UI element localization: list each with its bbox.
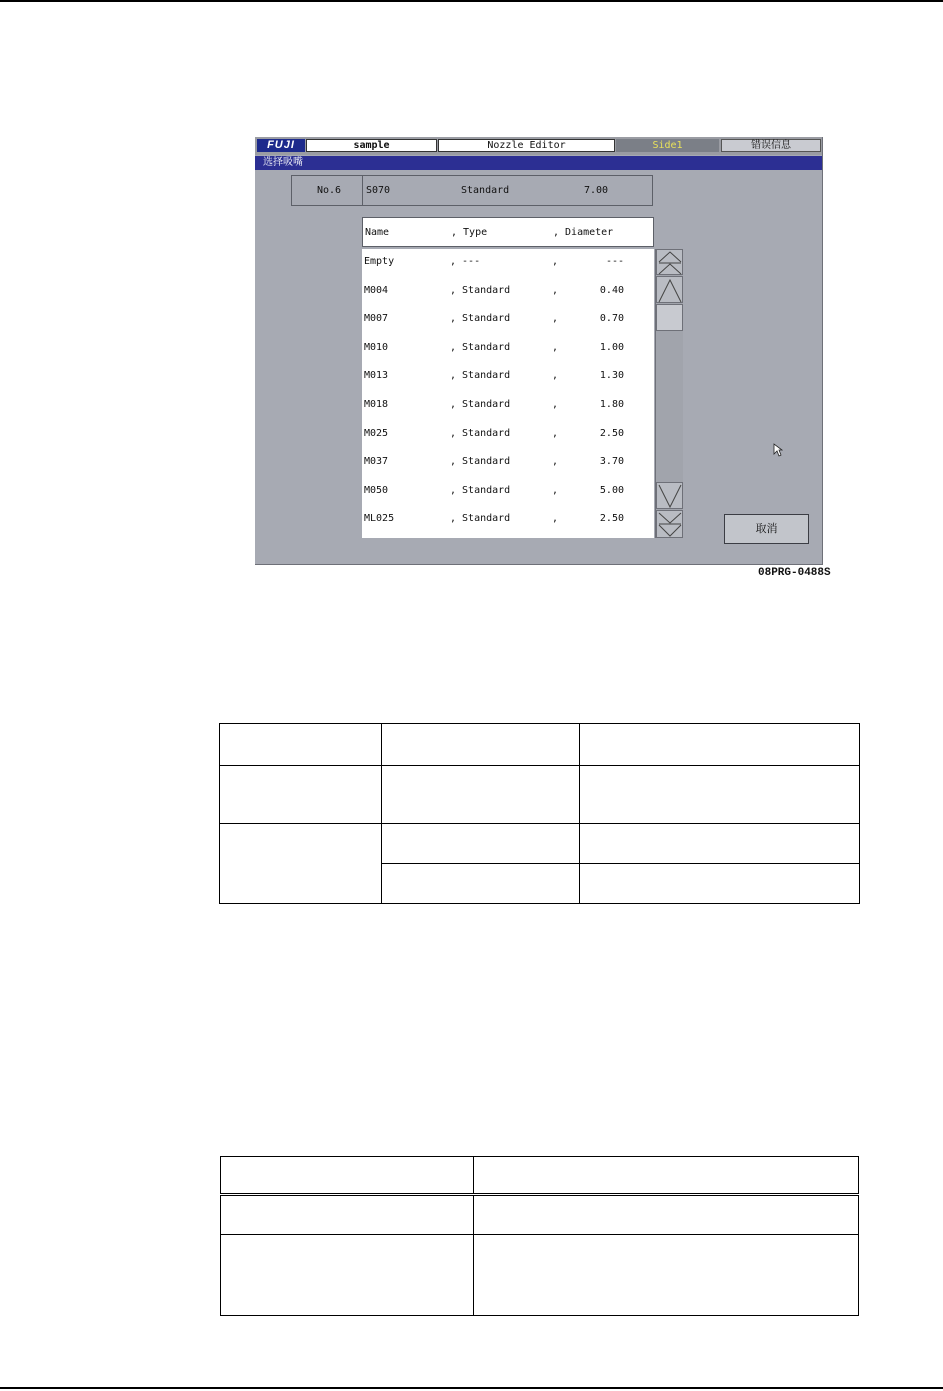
table-cell <box>221 1157 474 1195</box>
row-type: , Standard <box>450 456 511 467</box>
table-cell <box>474 1157 859 1195</box>
row-name: M037 <box>364 456 389 467</box>
row-sep: , <box>552 456 559 467</box>
list-item[interactable] <box>362 338 654 358</box>
row-sep: , <box>552 256 559 267</box>
table-cell <box>474 1235 859 1316</box>
header-name: Name <box>365 227 390 238</box>
up-arrow-icon <box>657 277 684 304</box>
table-row <box>220 766 860 824</box>
selected-name: S070 <box>366 185 391 196</box>
row-type: , Standard <box>450 513 511 524</box>
table-row <box>221 1195 859 1235</box>
table-cell <box>474 1195 859 1235</box>
row-sep: , <box>552 313 559 324</box>
row-type: , Standard <box>450 399 511 410</box>
row-diameter: 3.70 <box>599 456 624 467</box>
row-type: , --- <box>450 256 481 267</box>
selected-type: Standard <box>461 185 510 196</box>
row-sep: , <box>552 399 559 410</box>
row-sep: , <box>552 428 559 439</box>
row-name: M018 <box>364 399 389 410</box>
row-type: , Standard <box>450 342 511 353</box>
table-row <box>220 724 860 766</box>
row-sep: , <box>552 513 559 524</box>
row-name: M050 <box>364 485 389 496</box>
table-cell <box>382 766 580 824</box>
table-cell <box>220 824 382 904</box>
row-diameter: 0.40 <box>599 285 624 296</box>
table-row <box>221 1157 859 1195</box>
table-cell <box>580 724 860 766</box>
table-cell <box>382 864 580 904</box>
table-cell <box>580 864 860 904</box>
scroll-up-button[interactable] <box>656 276 683 303</box>
row-diameter: 2.50 <box>599 513 624 524</box>
row-diameter: 1.30 <box>599 370 624 381</box>
figure-code: 08PRG-0488S <box>758 567 831 579</box>
row-diameter: 1.00 <box>599 342 624 353</box>
double-up-arrow-icon <box>657 250 684 276</box>
header-diameter: , Diameter <box>553 227 614 238</box>
table-row <box>220 824 860 864</box>
panel-divider <box>362 176 363 205</box>
selected-diameter: 7.00 <box>584 185 609 196</box>
list-item[interactable] <box>362 309 654 329</box>
list-item[interactable] <box>362 452 654 472</box>
nozzle-list <box>362 249 654 538</box>
table-cell <box>220 724 382 766</box>
scroll-to-top-button[interactable] <box>656 249 683 275</box>
row-type: , Standard <box>450 428 511 439</box>
selected-number: No.6 <box>317 185 342 196</box>
row-diameter: 2.50 <box>599 428 624 439</box>
row-name: Empty <box>364 256 395 267</box>
bottom-rule <box>0 1387 943 1389</box>
row-diameter: 0.70 <box>599 313 624 324</box>
row-name: ML025 <box>364 513 395 524</box>
list-item[interactable] <box>362 281 654 301</box>
row-type: , Standard <box>450 313 511 324</box>
row-sep: , <box>552 370 559 381</box>
table-cell <box>221 1195 474 1235</box>
table-cell <box>382 824 580 864</box>
list-item[interactable] <box>362 252 654 272</box>
error-info-button[interactable]: 错误信息 <box>721 139 821 152</box>
table-cell <box>580 824 860 864</box>
row-name: M010 <box>364 342 389 353</box>
header-type: , Type <box>451 227 488 238</box>
nozzle-list-header <box>362 217 654 247</box>
list-item[interactable] <box>362 395 654 415</box>
list-item[interactable] <box>362 509 654 529</box>
double-down-arrow-icon <box>657 511 684 539</box>
list-item[interactable] <box>362 366 654 386</box>
scroll-thumb[interactable] <box>656 304 683 331</box>
list-item[interactable] <box>362 424 654 444</box>
table-1 <box>219 723 860 904</box>
list-item[interactable] <box>362 481 654 501</box>
dialog-title: 选择吸嘴 <box>255 156 822 170</box>
row-type: , Standard <box>450 285 511 296</box>
table-row <box>221 1235 859 1316</box>
row-sep: , <box>552 485 559 496</box>
table-cell <box>221 1235 474 1316</box>
list-scrollbar[interactable] <box>655 249 683 538</box>
row-name: M013 <box>364 370 389 381</box>
row-diameter: 1.80 <box>599 399 624 410</box>
row-type: , Standard <box>450 485 511 496</box>
row-diameter: 5.00 <box>599 485 624 496</box>
row-name: M004 <box>364 285 389 296</box>
down-arrow-icon <box>657 483 684 510</box>
title-bar <box>255 137 822 155</box>
row-name: M025 <box>364 428 389 439</box>
row-type: , Standard <box>450 370 511 381</box>
mouse-pointer-icon <box>773 443 783 457</box>
side-indicator: Side1 <box>616 139 719 152</box>
table-2 <box>220 1156 859 1316</box>
cancel-button[interactable]: 取消 <box>724 514 809 544</box>
row-name: M007 <box>364 313 389 324</box>
mode-title: Nozzle Editor <box>438 139 615 152</box>
fuji-logo: FUJI <box>257 139 305 152</box>
table-cell <box>580 766 860 824</box>
nozzle-editor-screen <box>255 137 823 565</box>
scroll-down-button[interactable] <box>656 482 683 509</box>
file-name-field: sample <box>306 139 437 152</box>
scroll-to-bottom-button[interactable] <box>656 510 683 538</box>
row-diameter: --- <box>605 256 624 267</box>
top-rule <box>0 0 943 2</box>
table-cell <box>382 724 580 766</box>
row-sep: , <box>552 342 559 353</box>
table-cell <box>220 766 382 824</box>
selected-nozzle-panel <box>291 175 653 206</box>
row-sep: , <box>552 285 559 296</box>
